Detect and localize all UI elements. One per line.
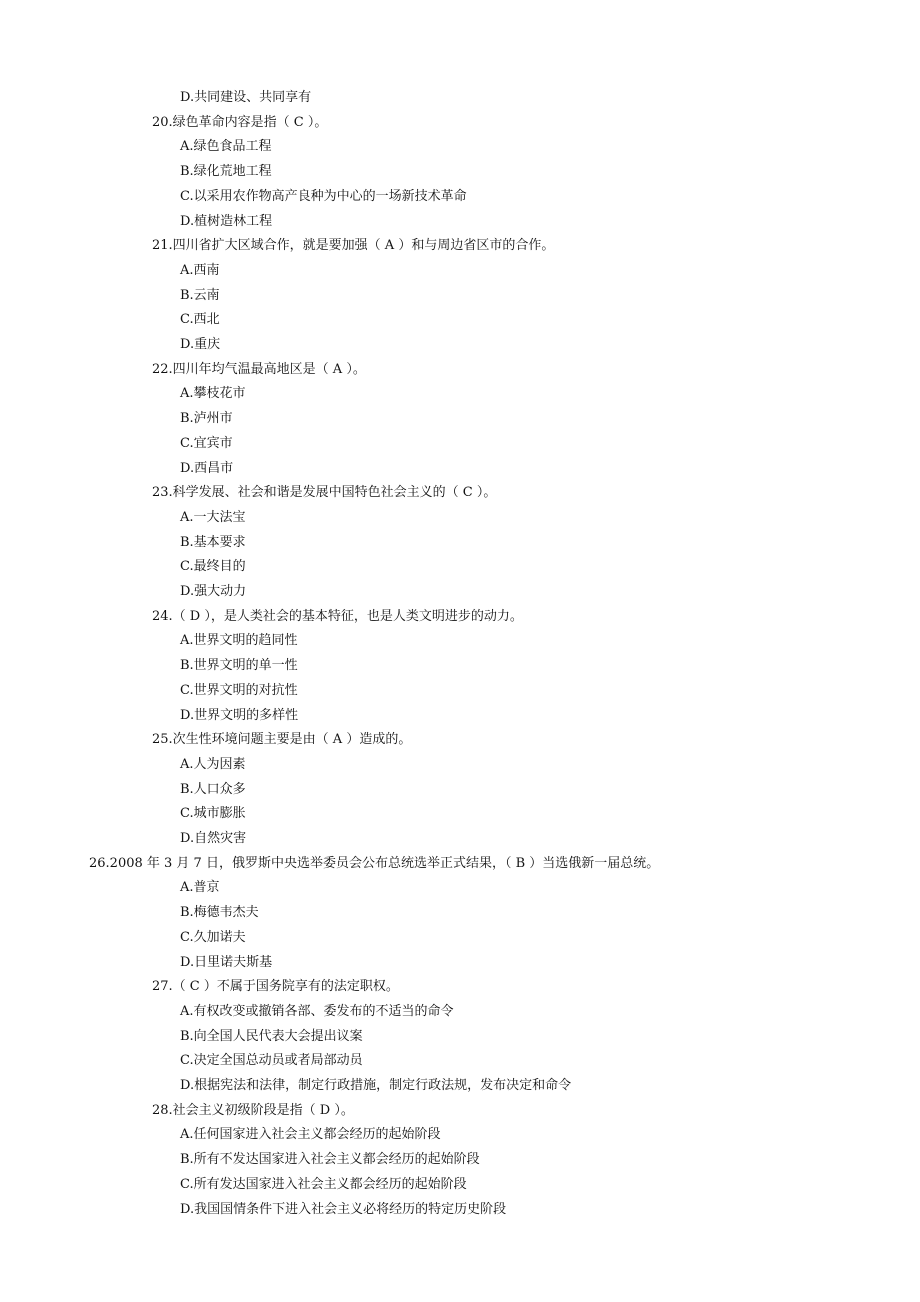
option-line: C.以采用农作物高产良种为中心的一场新技术革命: [180, 188, 467, 204]
option-line: D.重庆: [180, 337, 221, 352]
question-line: 21.四川省扩大区域合作，就是要加强（ A ）和与周边省区市的合作。: [152, 238, 555, 254]
question-line: 24.（ D ），是人类社会的基本特征，也是人类文明进步的动力。: [152, 608, 523, 624]
option-line: B.梅德韦杰夫: [180, 905, 259, 921]
option-line: A.人为因素: [180, 756, 246, 772]
question-line: 27.（ C ）不属于国务院享有的法定职权。: [152, 979, 399, 995]
question-line: 22.四川年均气温最高地区是（ A ）。: [152, 361, 366, 377]
option-line: A.一大法宝: [180, 509, 246, 525]
option-line: D.植树造林工程: [180, 213, 273, 229]
option-line: C.久加诺夫: [180, 929, 246, 945]
option-line: B.世界文明的单一性: [180, 658, 298, 674]
option-line: D.根据宪法和法律，制定行政措施，制定行政法规，发布决定和命令: [180, 1078, 572, 1093]
option-line: D.世界文明的多样性: [180, 707, 299, 723]
question-line: 20.绿色革命内容是指（ C ）。: [152, 114, 328, 130]
question-line: 25.次生性环境问题主要是由（ A ）造成的。: [152, 732, 412, 748]
option-line: A.攀枝花市: [180, 386, 246, 402]
option-line: D.我国国情条件下进入社会主义必将经历的特定历史阶段: [180, 1201, 507, 1217]
question-line: 28.社会主义初级阶段是指（ D ）。: [152, 1102, 354, 1118]
option-line: D.西昌市: [180, 460, 234, 476]
option-line: D.共同建设、共同享有: [180, 90, 312, 105]
option-line: A.有权改变或撤销各部、委发布的不适当的命令: [180, 1003, 454, 1019]
option-line: C.最终目的: [180, 559, 246, 575]
option-line: C.所有发达国家进入社会主义都会经历的起始阶段: [180, 1176, 467, 1192]
option-line: B.泸州市: [180, 411, 233, 427]
option-line: A.世界文明的趋同性: [180, 633, 298, 649]
option-line: B.人口众多: [180, 781, 246, 797]
option-line: C.城市膨胀: [180, 806, 246, 822]
option-line: A.绿色食品工程: [180, 139, 272, 155]
option-line: A.任何国家进入社会主义都会经历的起始阶段: [180, 1127, 441, 1143]
option-line: C.决定全国总动员或者局部动员: [180, 1053, 363, 1069]
option-line: C.宜宾市: [180, 435, 233, 451]
option-line: B.基本要求: [180, 534, 246, 550]
option-line: D.自然灾害: [180, 831, 247, 846]
option-line: C.世界文明的对抗性: [180, 682, 298, 698]
option-line: C.西北: [180, 312, 220, 328]
question-line: 23.科学发展、社会和谐是发展中国特色社会主义的（ C ）。: [152, 485, 497, 501]
option-line: A.普京: [180, 880, 220, 896]
option-line: A.西南: [180, 262, 220, 278]
question-line: 26.2008 年 3 月 7 日，俄罗斯中央选举委员会公布总统选举正式结果，（ B ）当选俄新一届总统。: [89, 855, 660, 871]
option-line: B.绿化荒地工程: [180, 164, 272, 180]
option-line: D.强大动力: [180, 584, 247, 599]
option-line: B.云南: [180, 287, 220, 303]
option-line: B.所有不发达国家进入社会主义都会经历的起始阶段: [180, 1152, 480, 1168]
option-line: D.日里诺夫斯基: [180, 954, 273, 970]
option-line: B.向全国人民代表大会提出议案: [180, 1028, 363, 1044]
